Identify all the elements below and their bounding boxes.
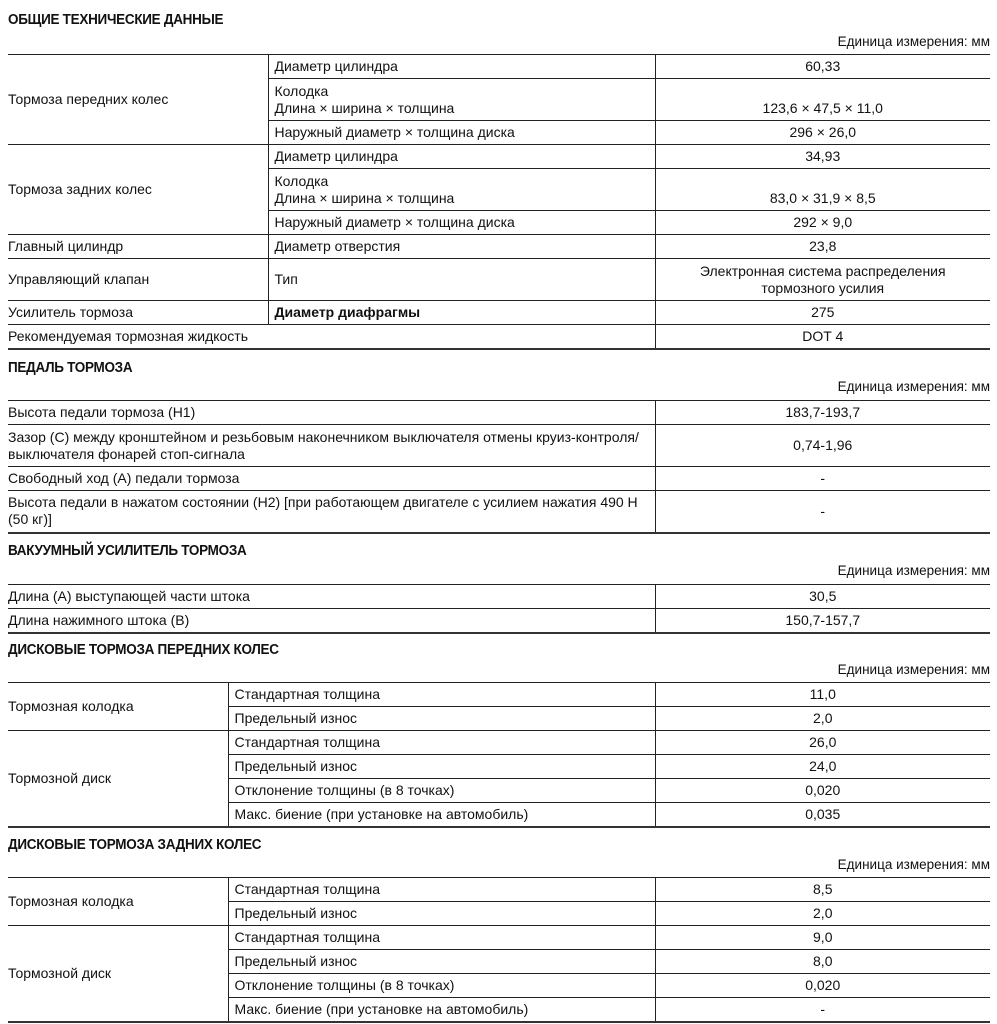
param-value: 60,33 <box>655 55 990 79</box>
table-row <box>8 878 990 902</box>
param-value: 150,7-157,7 <box>655 609 990 633</box>
table-row <box>8 731 990 755</box>
table-row <box>8 301 990 325</box>
table-row <box>8 609 990 633</box>
table-row <box>8 491 990 533</box>
param-label: Длина нажимного штока (B) <box>8 611 190 628</box>
param-label: Отклонение толщины (в 8 точках) <box>228 779 655 803</box>
table-row <box>8 425 990 467</box>
unit-label: Единица измерения: мм <box>837 34 990 49</box>
param-value: 24,0 <box>655 755 990 779</box>
param-value: - <box>655 998 990 1022</box>
param-label: Тип <box>268 259 655 301</box>
section-title: ПЕДАЛЬ ТОРМОЗА <box>8 360 133 376</box>
rear-disc-section <box>8 837 990 1017</box>
unit-label: Единица измерения: мм <box>837 857 990 872</box>
param-value: 183,7-193,7 <box>655 401 990 425</box>
param-value: 0,020 <box>655 779 990 803</box>
table-row <box>8 585 990 609</box>
param-label: Предельный износ <box>228 707 655 731</box>
general-section <box>8 12 990 344</box>
unit-label: Единица измерения: мм <box>837 662 990 677</box>
pedal-spec-table <box>8 400 990 534</box>
front-disc-spec-table <box>8 682 990 828</box>
section-title: ДИСКОВЫЕ ТОРМОЗА ПЕРЕДНИХ КОЛЕС <box>8 642 279 658</box>
param-value: 2,0 <box>655 707 990 731</box>
param-label: Зазор (C) между кронштейном и резьбовым наконечником выключателя отмены круиз-контроля/выключателя фонарей стоп-сигнала <box>8 428 639 462</box>
section-title: ОБЩИЕ ТЕХНИЧЕСКИЕ ДАННЫЕ <box>8 12 224 28</box>
param-value: 0,74-1,96 <box>655 425 990 467</box>
table-row <box>8 926 990 950</box>
param-label: Предельный износ <box>228 950 655 974</box>
param-label: Макс. биение (при установке на автомобиль) <box>228 998 655 1022</box>
table-row <box>8 145 990 169</box>
row-group-label: Тормозной диск <box>8 769 112 786</box>
param-label: Колодка Длина × ширина × толщина <box>268 169 655 211</box>
param-label: Диаметр цилиндра <box>268 55 655 79</box>
param-label: Диаметр отверстия <box>268 235 655 259</box>
general-spec-table <box>8 54 990 350</box>
row-group-label: Тормозная колодка <box>8 698 134 714</box>
param-label: Макс. биение (при установке на автомобиль) <box>228 803 655 827</box>
param-value: 26,0 <box>655 731 990 755</box>
param-value: 83,0 × 31,9 × 8,5 <box>655 169 990 211</box>
pedal-section <box>8 360 990 528</box>
section-title: ВАКУУМНЫЙ УСИЛИТЕЛЬ ТОРМОЗА <box>8 543 247 559</box>
param-label: Стандартная толщина <box>228 878 655 902</box>
unit-label: Единица измерения: мм <box>837 379 990 394</box>
param-value: 2,0 <box>655 902 990 926</box>
param-value: DOT 4 <box>655 325 990 349</box>
table-row <box>8 259 990 301</box>
param-value: 9,0 <box>655 926 990 950</box>
param-label: Диаметр цилиндра <box>268 145 655 169</box>
row-group-label: Тормоза передних колес <box>8 91 169 107</box>
param-value: 11,0 <box>655 683 990 707</box>
table-row <box>8 325 990 349</box>
param-label: Наружный диаметр × толщина диска <box>268 121 655 145</box>
param-label: Предельный износ <box>228 902 655 926</box>
param-value: 8,5 <box>655 878 990 902</box>
rear-disc-spec-table <box>8 877 990 1023</box>
table-row <box>8 683 990 707</box>
param-label: Предельный износ <box>228 755 655 779</box>
param-value: - <box>655 467 990 491</box>
param-label: Диаметр диафрагмы <box>268 301 655 325</box>
param-label: Высота педали в нажатом состоянии (H2) [при работающем двигателе с усилием нажатия 490 Н (50 кг)] <box>8 494 638 528</box>
param-label: Стандартная толщина <box>228 926 655 950</box>
param-value: 275 <box>655 301 990 325</box>
row-group-label: Управляющий клапан <box>8 271 150 287</box>
table-row <box>8 401 990 425</box>
row-group-label: Тормозной диск <box>8 964 112 981</box>
param-value: 34,93 <box>655 145 990 169</box>
unit-label: Единица измерения: мм <box>837 563 990 578</box>
param-value: 30,5 <box>655 585 990 609</box>
param-value: 292 × 9,0 <box>655 211 990 235</box>
param-value: 0,035 <box>655 803 990 827</box>
table-row <box>8 467 990 491</box>
vacuum-spec-table <box>8 584 990 634</box>
row-group-label: Усилитель тормоза <box>8 304 133 320</box>
vacuum-section <box>8 543 990 628</box>
row-group-label: Тормоза задних колес <box>8 181 152 197</box>
table-row <box>8 235 990 259</box>
table-row <box>8 55 990 79</box>
param-label: Стандартная толщина <box>228 683 655 707</box>
param-label: Длина (A) выступающей части штока <box>8 588 250 604</box>
param-value: 0,020 <box>655 974 990 998</box>
param-label: Свободный ход (A) педали тормоза <box>8 470 240 486</box>
front-disc-section <box>8 642 990 822</box>
param-label: Колодка Длина × ширина × толщина <box>268 79 655 121</box>
param-label: Стандартная толщина <box>228 731 655 755</box>
row-group-label: Главный цилиндр <box>8 238 124 254</box>
param-value: 8,0 <box>655 950 990 974</box>
param-value: 123,6 × 47,5 × 11,0 <box>655 79 990 121</box>
param-value: 296 × 26,0 <box>655 121 990 145</box>
section-title: ДИСКОВЫЕ ТОРМОЗА ЗАДНИХ КОЛЕС <box>8 837 262 853</box>
row-group-label: Тормозная колодка <box>8 893 134 909</box>
param-label: Отклонение толщины (в 8 точках) <box>228 974 655 998</box>
param-value: 23,8 <box>655 235 990 259</box>
param-label: Высота педали тормоза (H1) <box>8 404 196 420</box>
row-group-label: Рекомендуемая тормозная жидкость <box>8 327 249 344</box>
param-value: Электронная система распределения тормозного усилия <box>655 259 990 301</box>
param-label: Наружный диаметр × толщина диска <box>268 211 655 235</box>
param-value: - <box>655 491 990 533</box>
